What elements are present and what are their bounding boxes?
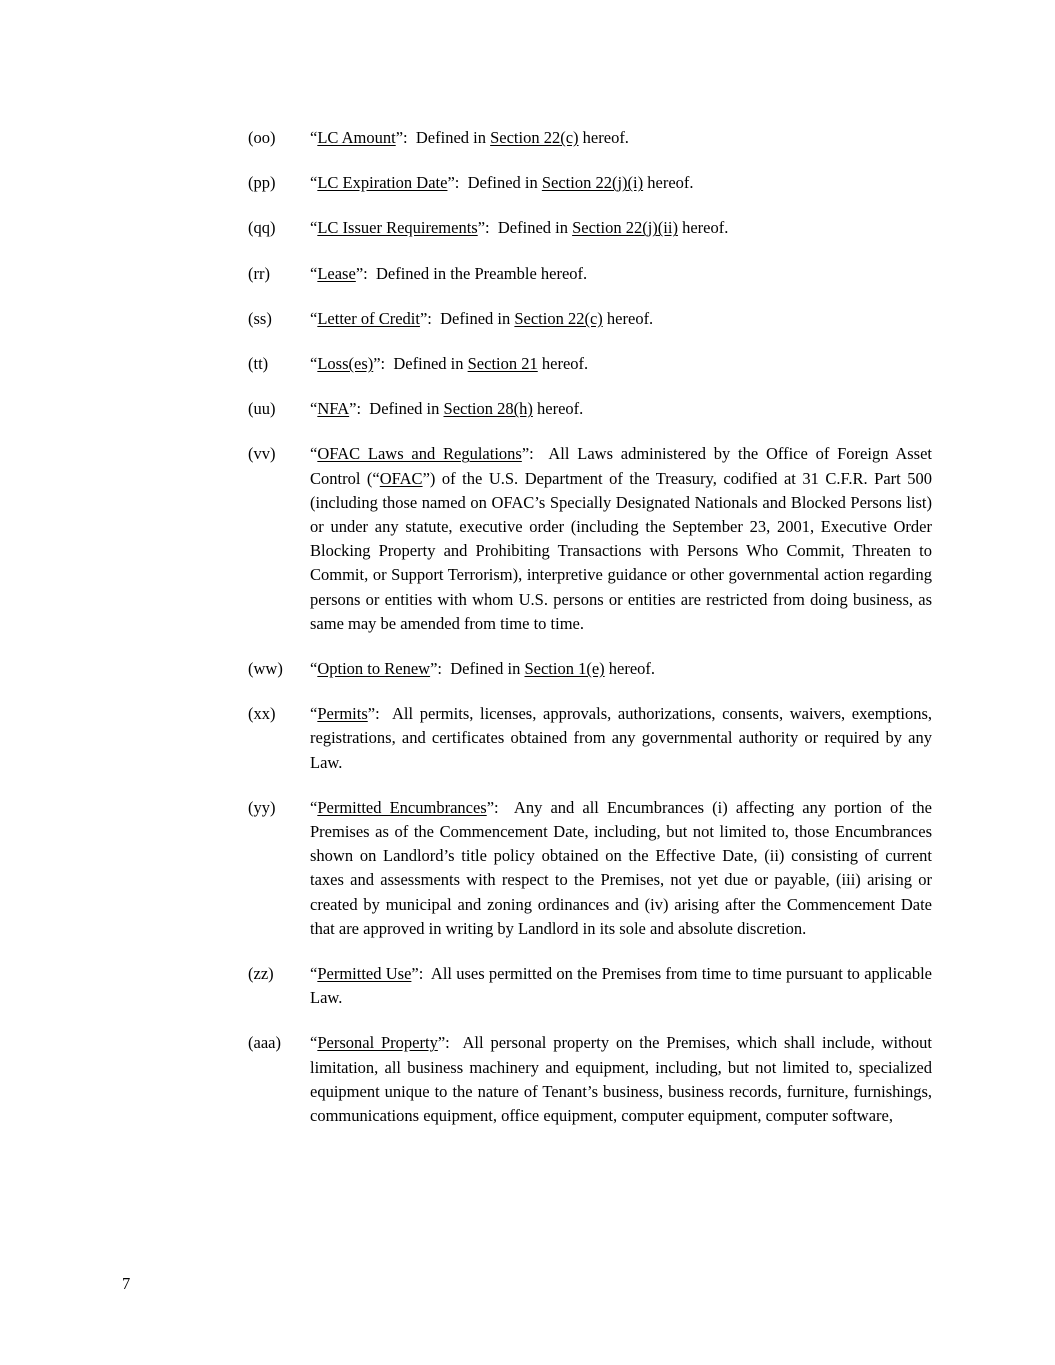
text-run: “ — [310, 399, 318, 419]
defined-term: Section 21 — [467, 354, 538, 374]
defined-term: Section 22(j)(ii) — [572, 218, 678, 238]
definition-label: (ss) — [248, 308, 272, 328]
text-run: ”: Any and all Encumbrances (i) affecting any portion of the Premises as of the Commencement Date, including, but not limited to, those Encumbrances shown on Landlord’s title policy obtained on the Effective Date, (ii) consisting of current taxes and assessments with respect to the Premises, not yet due or payable, (iii) arising or created by municipal and zoning ordinances and (iv) arising after the Commencement Date that are approved in writing by Landlord in its sole and absolute discretion. — [310, 797, 932, 938]
definition-label: (rr) — [248, 263, 270, 283]
defined-term: Permitted Use — [317, 964, 412, 984]
text-run: hereof. — [578, 128, 629, 147]
definition-label: (tt) — [248, 354, 269, 374]
text-run: ”: Defined in — [419, 308, 515, 328]
text-run: “ — [310, 1033, 318, 1053]
definition-item-ww — [248, 657, 932, 681]
text-run: ”: Defined in — [430, 659, 525, 679]
defined-term: LC Issuer Requirements — [317, 218, 478, 238]
definition-item-oo — [248, 126, 932, 150]
definition-text — [310, 126, 932, 150]
text-run: ”: All Laws administered by the Office of Foreign Asset Control (“ — [310, 444, 932, 488]
text-run: ”: Defined in — [373, 354, 468, 374]
definition-item-rr — [248, 262, 932, 286]
definition-text — [310, 262, 932, 286]
defined-term: Permitted Encumbrances — [317, 797, 487, 817]
text-run: ”) of the U.S. Department of the Treasury, codified at 31 C.F.R. Part 500 (including those named on OFAC’s Specially Designated Nationals and Blocked Persons list) or under any statute, executive order (including the September 23, 2001, Executive Order Blocking Property and Prohibiting Transactions with Persons Who Commit, Threaten to Commit, or Support Terrorism), interpretive guidance or other governmental action regarding persons or entities with whom U.S. persons or entities are restricted from doing business, as same may be amended from time to time. — [310, 468, 932, 633]
definition-label: (qq) — [248, 218, 276, 238]
definition-item-zz — [248, 962, 932, 1010]
text-run: ”: All uses permitted on the Premises from time to time pursuant to applicable Law. — [310, 964, 932, 1008]
defined-term: Personal Property — [317, 1033, 438, 1053]
definition-item-pp — [248, 171, 932, 195]
text-run: ”: All permits, licenses, approvals, authorizations, consents, waivers, exemptions, registrations, and certificates obtained from any governmental authority or required by any Law. — [310, 704, 932, 772]
definition-item-xx — [248, 702, 932, 775]
definition-text — [310, 796, 932, 941]
definition-item-vv — [248, 442, 932, 636]
text-run: ”: Defined in — [477, 218, 573, 238]
defined-term: Permits — [317, 704, 368, 724]
defined-term: Option to Renew — [317, 659, 431, 679]
definition-text — [310, 962, 932, 1010]
definitions-list — [248, 126, 932, 1149]
definition-text — [310, 442, 932, 636]
text-run: hereof. — [604, 659, 656, 679]
defined-term: OFAC — [379, 468, 423, 488]
text-run: “ — [310, 964, 318, 984]
defined-term: OFAC Laws and Regulations — [317, 444, 522, 464]
defined-term: Loss(es) — [317, 354, 374, 374]
definition-label: (zz) — [248, 964, 274, 984]
definition-item-aaa — [248, 1031, 932, 1128]
defined-term: NFA — [317, 399, 350, 419]
definition-item-yy — [248, 796, 932, 941]
text-run: “ — [310, 354, 318, 374]
definition-text — [310, 171, 932, 195]
page-number: 7 — [122, 1274, 131, 1293]
defined-term: LC Amount — [317, 128, 396, 147]
definition-label: (yy) — [248, 797, 276, 817]
definition-text — [310, 352, 932, 376]
definition-item-qq — [248, 216, 932, 240]
text-run: “ — [310, 263, 318, 283]
definition-label: (pp) — [248, 173, 276, 193]
text-run: “ — [310, 797, 318, 817]
definition-text — [310, 307, 932, 331]
defined-term: Lease — [317, 263, 356, 283]
text-run: “ — [310, 173, 318, 193]
text-run: ”: All personal property on the Premises, which shall include, without limitation, all business machinery and equipment, including, but not limited to, specialized equipment unique to the nature of Tenant’s business, business records, furniture, furnishings, communications equipment, office equipment, computer equipment, computer software, — [310, 1033, 932, 1126]
defined-term: Section 22(c) — [514, 308, 603, 328]
definition-label: (uu) — [248, 399, 276, 419]
definition-label: (vv) — [248, 444, 276, 464]
text-run: “ — [310, 444, 318, 464]
definition-label: (oo) — [248, 128, 276, 147]
text-run: “ — [310, 218, 318, 238]
defined-term: LC Expiration Date — [317, 173, 448, 193]
definition-label: (aaa) — [248, 1033, 281, 1053]
text-run: “ — [310, 308, 318, 328]
definition-item-tt — [248, 352, 932, 376]
text-run: hereof. — [643, 173, 694, 193]
text-run: ”: Defined in the Preamble hereof. — [355, 263, 588, 283]
definition-text — [310, 216, 932, 240]
definition-text — [310, 1031, 932, 1128]
defined-term: Section 28(h) — [443, 399, 533, 419]
text-run: “ — [310, 659, 318, 679]
text-run: hereof. — [537, 354, 589, 374]
text-run: “ — [310, 704, 318, 724]
text-run: hereof. — [677, 218, 729, 238]
defined-term: Section 22(c) — [490, 128, 579, 147]
definition-item-uu — [248, 397, 932, 421]
text-run: “ — [310, 128, 318, 147]
defined-term: Letter of Credit — [317, 308, 420, 328]
definition-text — [310, 397, 932, 421]
defined-term: Section 1(e) — [524, 659, 605, 679]
text-run: hereof. — [602, 308, 654, 328]
definition-text — [310, 702, 932, 775]
text-run: ”: Defined in — [395, 128, 491, 147]
definition-item-ss — [248, 307, 932, 331]
definition-text — [310, 657, 932, 681]
definition-label: (ww) — [248, 659, 283, 679]
definition-label: (xx) — [248, 704, 276, 724]
text-run: ”: Defined in — [349, 399, 444, 419]
text-run: hereof. — [532, 399, 584, 419]
text-run: ”: Defined in — [447, 173, 542, 193]
defined-term: Section 22(j)(i) — [541, 173, 644, 193]
